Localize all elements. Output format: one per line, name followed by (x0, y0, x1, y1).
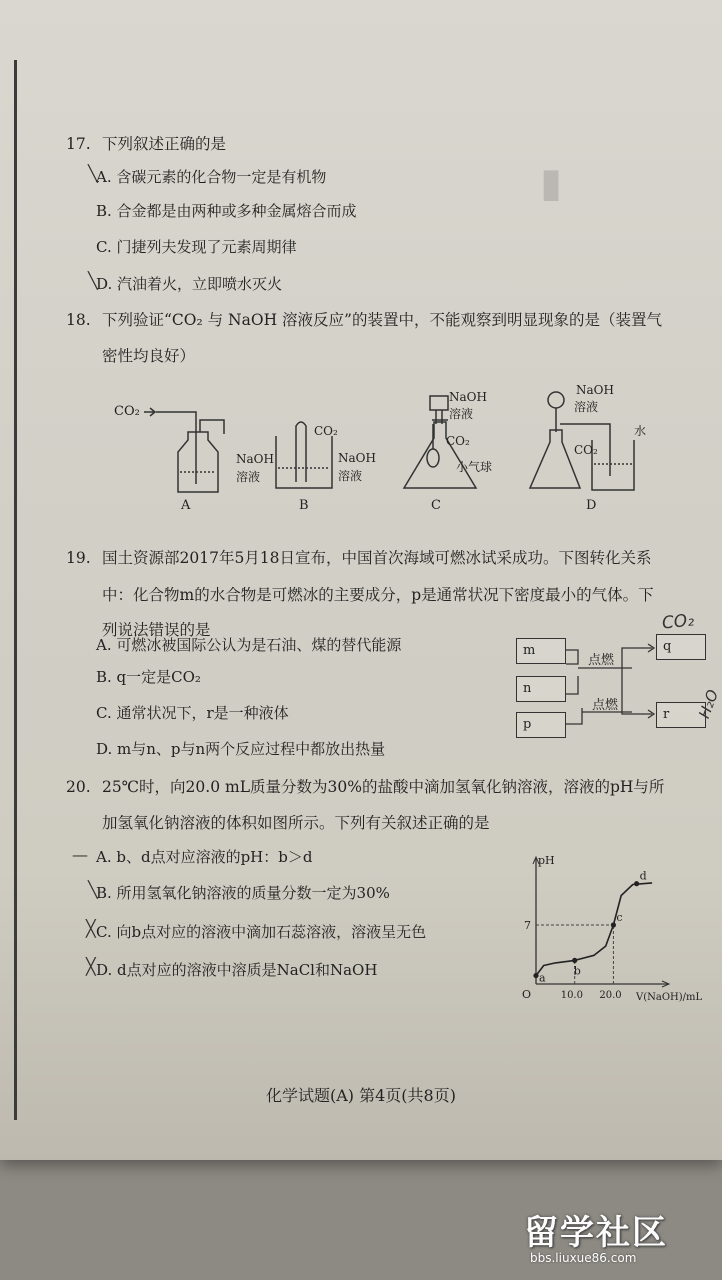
apparatus-a-label: A (181, 498, 191, 513)
tick-mark: ╲ (88, 271, 98, 290)
x-axis-label: V(NaOH)/mL (636, 992, 703, 1002)
d-solution-line2: 溶液 (574, 400, 599, 414)
q19-stem-line1 (66, 547, 652, 569)
q19-text: 国土资源部2017年5月18日宣布，中国首次海域可燃冰试采成功。下图转化关系 (102, 549, 652, 567)
point-label-c: c (616, 911, 623, 924)
ph-curve (536, 883, 652, 976)
a-solution-line2: 溶液 (236, 470, 261, 484)
q19-stem-line2: 中：化合物m的水合物是可燃冰的主要成分，p是通常状况下密度最小的气体。下 (102, 586, 654, 604)
x-tick-label: 10.0 (560, 990, 583, 1001)
q19-option-a: A. 可燃冰被国际公认为是石油、煤的替代能源 (96, 636, 402, 654)
apparatus-d-label: D (586, 498, 597, 513)
q20-text: 25℃时，向20.0 mL质量分数为30%的盐酸中滴加氢氧化钠溶液，溶液的pH与所 (102, 778, 665, 796)
b-solution-line2: 溶液 (338, 469, 363, 483)
box-m: m (516, 638, 566, 664)
q18-number: 18. (66, 311, 91, 329)
b-solution-line1: NaOH (338, 451, 376, 465)
q19-number: 19. (66, 549, 91, 567)
tick-mark: ╲ (88, 164, 98, 183)
a-solution-line1: NaOH (236, 452, 274, 466)
box-q: q (656, 634, 706, 660)
apparatus-a (144, 408, 224, 492)
q17-option-d: D. 汽油着火，立即喷水灭火 (96, 275, 283, 293)
q20-number: 20. (66, 778, 91, 796)
origin-label: O (522, 988, 532, 1001)
apparatus-b-label: B (299, 498, 309, 513)
c-solution-line1: NaOH (449, 390, 487, 404)
q19-stem-line3: 列说法错误的是 (102, 621, 211, 639)
box-p: p (516, 712, 566, 738)
point-label-d: d (639, 869, 647, 883)
handwritten-h2o: H₂O (695, 687, 722, 721)
c-gas-label: CO₂ (446, 434, 470, 448)
c-solution-line2: 溶液 (449, 407, 474, 421)
diagram-arrows (500, 620, 660, 750)
q19-option-d: D. m与n、p与n两个反应过程中都放出热量 (96, 740, 386, 758)
tick-mark: ╲ (88, 880, 98, 899)
a-gas-label: CO₂ (114, 404, 140, 419)
q17-option-c: C. 门捷列夫发现了元素周期律 (96, 238, 297, 256)
box-r: r (656, 702, 706, 728)
q17-option-b: B. 合金都是由两种或多种金属熔合而成 (96, 202, 357, 220)
q17-stem (66, 133, 226, 155)
point-b (572, 958, 577, 963)
site-watermark (524, 1205, 714, 1273)
q17-text: 下列叙述正确的是 (102, 135, 227, 153)
q20-option-a: A. b、d点对应溶液的pH：b＞d (96, 848, 313, 866)
q20-stem-line2: 加氢氧化钠溶液的体积如图所示。下列有关叙述正确的是 (102, 814, 490, 832)
d-water-label: 水 (634, 424, 647, 438)
d-solution-line1: NaOH (576, 383, 614, 397)
binding-edge (14, 60, 17, 1120)
q19-option-c: C. 通常状况下，r是一种液体 (96, 704, 289, 722)
tick-mark: ╳ (86, 957, 96, 976)
q18-stem-line2: 密性均良好） (102, 347, 196, 365)
box-n: n (516, 676, 566, 702)
x-tick-label: 20.0 (599, 990, 622, 1001)
watermark-logo: 留学社区 (524, 1213, 668, 1253)
q18-stem-line1 (66, 309, 662, 331)
q20-option-d: D. d点对应的溶液中溶质是NaCl和NaOH (96, 961, 378, 979)
point-label-a: a (539, 971, 546, 985)
page-footer: 化学试题(A) 第4页(共8页) (266, 1086, 456, 1105)
watermark-url: bbs.liuxue86.com (530, 1251, 637, 1265)
tick-mark: ╳ (86, 919, 96, 938)
q20-option-c: C. 向b点对应的溶液中滴加石蕊溶液，溶液呈无色 (96, 923, 427, 941)
q17-option-a: A. 含碳元素的化合物一定是有机物 (96, 168, 327, 186)
arrow-label-ignite-1: 点燃 (588, 653, 615, 668)
c-balloon-label: 小气球 (456, 460, 493, 474)
q17-number: 17. (66, 135, 91, 153)
q20-stem-line1 (66, 776, 664, 798)
point-d (634, 881, 639, 886)
arrow-label-ignite-2: 点燃 (592, 698, 619, 713)
q20-option-b: B. 所用氢氧化钠溶液的质量分数一定为30% (96, 884, 390, 902)
apparatus-c-label: C (431, 498, 441, 513)
d-gas-label: CO₂ (574, 443, 598, 457)
b-gas-label: CO₂ (314, 424, 338, 438)
y-axis-label: pH (538, 854, 555, 867)
point-label-b: b (573, 964, 581, 978)
q19-option-b: B. q一定是CO₂ (96, 668, 201, 686)
strike-mark: — (72, 845, 88, 864)
q18-text: 下列验证“CO₂ 与 NaOH 溶液反应”的装置中，不能观察到明显现象的是（装置气 (102, 311, 662, 329)
q18-apparatus-figure (100, 380, 710, 515)
point-c (611, 922, 616, 927)
point-a (533, 973, 538, 978)
ph-titration-chart (518, 852, 708, 1002)
handwritten-co2: CO₂ (661, 610, 696, 634)
bleed-through: ▮ (540, 160, 563, 206)
y-tick-label: 7 (524, 919, 531, 932)
